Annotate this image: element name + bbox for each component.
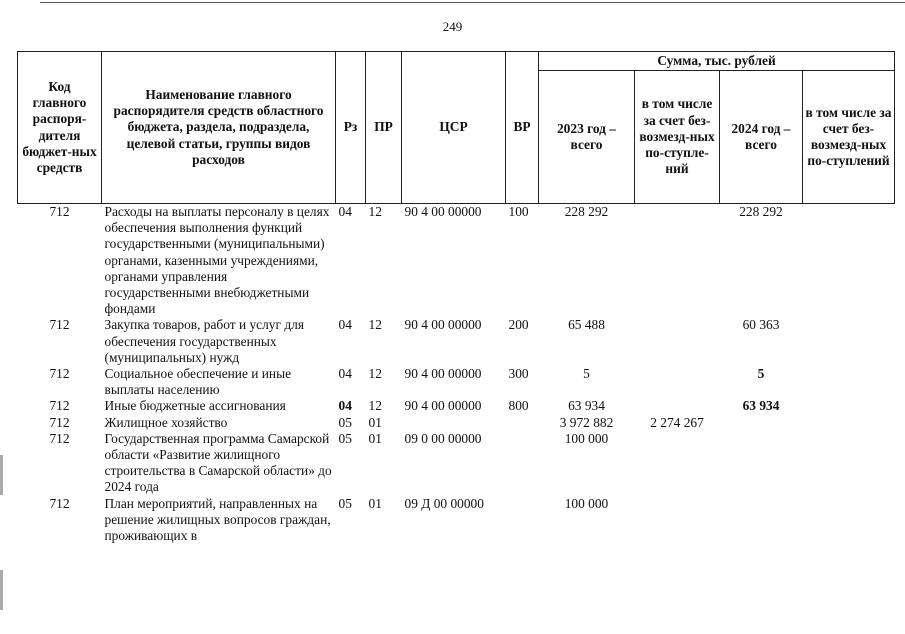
cell-vr: 800 xyxy=(508,398,529,414)
cell-2024-grants xyxy=(803,415,895,431)
table-row xyxy=(18,431,895,496)
cell-code: 712 xyxy=(49,366,70,382)
table-row xyxy=(18,398,895,414)
header-2023-grants: в том числе за счет без-возмезд-ных по-ступле-ний xyxy=(635,71,720,204)
cell-2023-grants xyxy=(635,366,720,398)
cell-vr xyxy=(506,496,539,545)
header-2023-total: 2023 год – всего xyxy=(539,71,635,204)
cell-2023-grants xyxy=(635,398,720,414)
cell-code: 712 xyxy=(49,414,70,430)
cell-name: Государственная программа Самарской области «Развитие жилищного строительства в Самарской области» до 2024 года xyxy=(104,430,332,495)
cell-2023-grants xyxy=(635,431,720,496)
cell-rz: 05 xyxy=(338,430,352,446)
cell-2024-total xyxy=(720,431,803,496)
cell-csr xyxy=(402,415,506,431)
cell-name: Закупка товаров, работ и услуг для обеспечения государственных (муниципальных) нужд xyxy=(104,317,304,365)
cell-2023-total: 63 934 xyxy=(568,398,605,414)
header-vr: ВР xyxy=(506,52,539,204)
header-pr: ПР xyxy=(366,52,402,204)
cell-vr xyxy=(506,415,539,431)
cell-csr: 09 Д 00 00000 xyxy=(404,495,484,511)
cell-pr: 12 xyxy=(368,366,382,382)
cell-pr: 01 xyxy=(368,414,382,430)
cell-csr: 90 4 00 00000 xyxy=(404,204,482,219)
cell-vr: 200 xyxy=(508,317,529,333)
table-row xyxy=(18,496,895,545)
table-row xyxy=(18,317,895,366)
cell-vr xyxy=(506,431,539,496)
cell-rz: 04 xyxy=(338,317,352,333)
cell-2023-total: 3 972 882 xyxy=(559,414,614,430)
cell-2024-grants xyxy=(803,398,895,414)
cell-2023-total: 228 292 xyxy=(564,204,609,219)
cell-pr: 01 xyxy=(368,430,382,446)
cell-2023-total: 5 xyxy=(583,366,590,382)
cell-rz: 04 xyxy=(338,366,352,382)
cell-csr: 90 4 00 00000 xyxy=(404,317,482,333)
cell-rz: 05 xyxy=(338,495,352,511)
cell-2024-grants xyxy=(803,317,895,366)
cell-2024-grants xyxy=(803,366,895,398)
cell-2023-grants xyxy=(635,496,720,545)
cell-csr: 90 4 00 00000 xyxy=(404,366,482,382)
cell-name: Социальное обеспечение и иные выплаты населению xyxy=(104,366,292,398)
header-csr: ЦСР xyxy=(402,52,506,204)
cell-code: 712 xyxy=(49,495,70,511)
cell-2023-grants xyxy=(635,317,720,366)
header-sum-group: Сумма, тыс. рублей xyxy=(539,52,895,71)
header-name: Наименование главного распорядителя средств областного бюджета, раздела, подраздела, целевой статьи, группы видов расходов xyxy=(102,52,336,204)
cell-2023-total: 65 488 xyxy=(568,317,605,333)
cell-2024-total: 63 934 xyxy=(742,398,780,414)
cell-pr: 12 xyxy=(368,204,382,219)
cell-pr: 01 xyxy=(368,495,382,511)
header-2024-total: 2024 год – всего xyxy=(720,71,803,204)
cell-code: 712 xyxy=(49,317,70,333)
table-row xyxy=(18,415,895,431)
cell-2024-total: 5 xyxy=(757,366,765,382)
cell-name: Жилищное хозяйство xyxy=(104,414,228,430)
cell-2023-grants: 2 274 267 xyxy=(650,414,704,430)
cell-name: Иные бюджетные ассигнования xyxy=(104,398,286,414)
cell-rz: 04 xyxy=(338,398,352,414)
cell-2024-grants xyxy=(803,204,895,318)
cell-rz: 04 xyxy=(338,204,352,219)
page-number: 249 xyxy=(442,19,463,34)
cell-csr: 09 0 00 00000 xyxy=(404,430,482,446)
cell-pr: 12 xyxy=(368,398,382,414)
header-rz: Рз xyxy=(336,52,366,204)
cell-code: 712 xyxy=(49,430,70,446)
header-code: Код главного распоря-дителя бюджет-ных средств xyxy=(18,52,102,204)
cell-2023-total: 100 000 xyxy=(564,495,609,511)
cell-name: План мероприятий, направленных на решение жилищных вопросов граждан, проживающих в xyxy=(104,495,331,544)
cell-2023-grants xyxy=(635,204,720,318)
cell-2024-total xyxy=(720,415,803,431)
cell-vr: 300 xyxy=(508,366,529,382)
top-rule xyxy=(40,2,905,3)
cell-vr: 100 xyxy=(508,204,529,219)
cell-2024-grants xyxy=(803,496,895,545)
cell-code: 712 xyxy=(49,204,70,219)
cell-csr: 90 4 00 00000 xyxy=(404,398,482,414)
cell-rz: 05 xyxy=(338,414,352,430)
cell-2023-total: 100 000 xyxy=(564,430,609,446)
table-row xyxy=(18,366,895,398)
cell-name: Расходы на выплаты персоналу в целях обеспечения выполнения функций государственными (муниципальными) органами, казенными учреждениями, органами управления государственными внебюджетными фондами xyxy=(104,204,330,317)
cell-pr: 12 xyxy=(368,317,382,333)
cell-2024-total xyxy=(720,496,803,545)
header-2024-grants: в том числе за счет без-возмезд-ных по-ступлений xyxy=(803,71,895,204)
cell-2024-total: 60 363 xyxy=(742,317,780,333)
table-row xyxy=(18,204,895,318)
cell-2024-grants xyxy=(803,431,895,496)
scan-artifact xyxy=(0,570,3,610)
cell-2024-total: 228 292 xyxy=(739,204,783,219)
budget-table xyxy=(17,51,895,544)
cell-code: 712 xyxy=(49,398,70,414)
scan-artifact xyxy=(0,455,3,495)
